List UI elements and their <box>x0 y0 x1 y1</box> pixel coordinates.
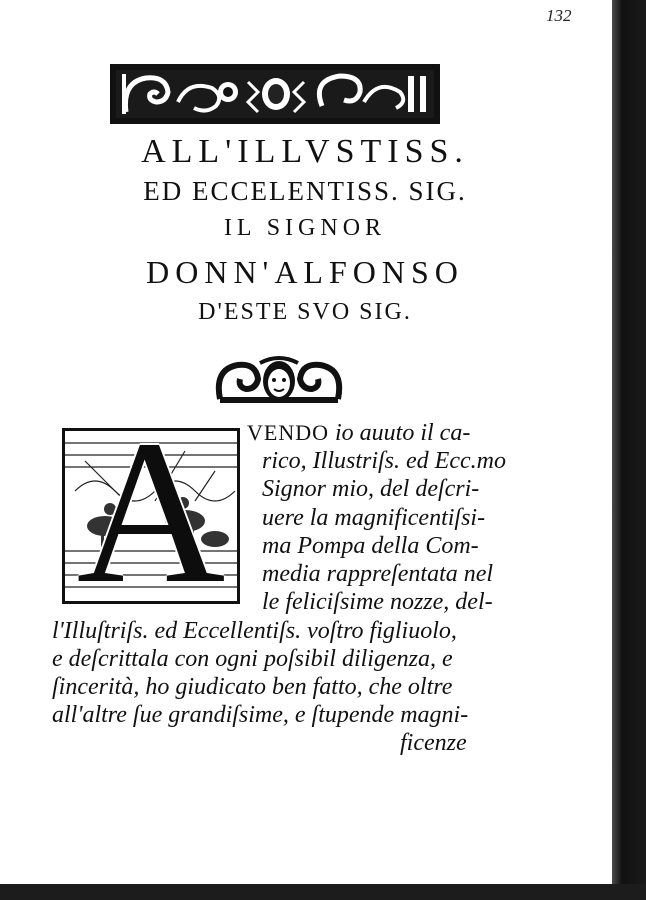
text-line-6: media rappreſentata nel <box>262 561 494 587</box>
dedication-line-4: DONN'ALFONSO <box>146 254 464 290</box>
folio-number: 132 <box>546 6 572 25</box>
dedication-line-2: ED ECCELENTISS. SIG. <box>143 176 467 206</box>
decorated-initial <box>62 428 240 604</box>
text-line-5: ma Pompa della Com- <box>262 533 479 559</box>
text-line-9: e deſcrittala con ogni poſsibil diligenza, e <box>52 646 453 672</box>
dedication-line-1: ALL'ILLVSTISS. <box>141 133 469 170</box>
text-line-1 <box>247 418 470 448</box>
dedication-line-3: IL SIGNOR <box>223 215 387 241</box>
text-line-11: all'altre ſue grandiſsime, e ſtupende magni- <box>52 702 469 728</box>
page-bottom-shadow <box>0 884 646 900</box>
page-edge-shadow <box>612 0 646 900</box>
catchword: ficenze <box>400 730 467 756</box>
text-line-3: Signor mio, del deſcri- <box>262 476 480 502</box>
text-line-1-rest: io auuto il ca- <box>329 420 471 446</box>
text-line-4: uere la magnificentiſsi- <box>262 505 486 531</box>
mask-ornament <box>212 353 346 409</box>
headpiece-ornament <box>108 62 442 126</box>
text-line-10: ſincerità, ho giudicato ben fatto, che oltre <box>52 674 453 700</box>
initial-letter: A <box>76 428 226 604</box>
text-line-8: l'Illuſtriſs. ed Eccellentiſs. voſtro figliuolo, <box>52 618 457 644</box>
dedication-line-5: D'ESTE SVO SIG. <box>198 299 412 325</box>
text-line-7: le feliciſsime nozze, del- <box>262 589 493 615</box>
small-caps-opening: VENDO <box>247 420 329 445</box>
text-line-2: rico, Illustriſs. ed Ecc.mo <box>262 448 506 474</box>
